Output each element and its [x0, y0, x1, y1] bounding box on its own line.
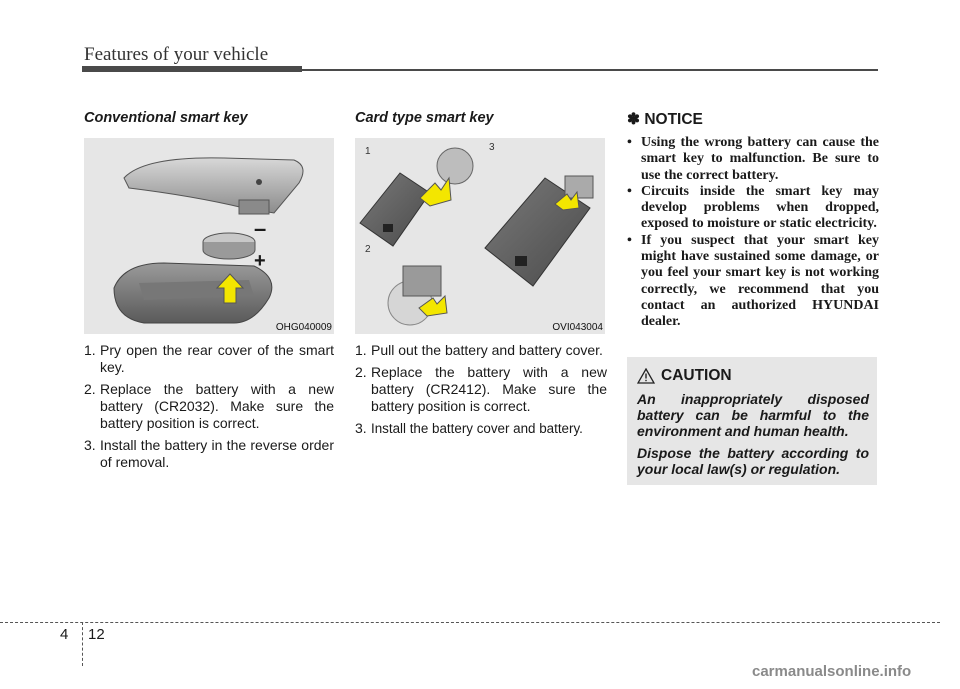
notice-title: ✽ NOTICE [627, 111, 703, 128]
warning-triangle-icon [637, 368, 655, 384]
callout-2: 2 [365, 244, 371, 255]
footer-divider [82, 622, 83, 666]
callout-1: 1 [365, 146, 371, 157]
caution-box [627, 357, 877, 485]
notice-section [627, 110, 879, 331]
conventional-steps [84, 342, 334, 471]
conventional-key-figure [84, 138, 334, 334]
conventional-smart-key-section [84, 110, 334, 476]
minus-sign: – [254, 216, 267, 241]
list-item: • If you suspect that your smart key might have sustained some damage, or you feel your smart key is not working correctly, we recommend that you contact an authorized HYUNDAI dealer. [627, 232, 879, 330]
plus-sign: + [254, 250, 266, 272]
list-item: • Using the wrong battery can cause the smart key to malfunction. Be sure to use the correct battery. [627, 135, 879, 183]
header-rule-thin [302, 69, 878, 71]
card-key-figure [355, 138, 605, 334]
list-item: • Circuits inside the smart key may develop problems when dropped, exposed to moisture or static electricity. [627, 183, 879, 232]
card-key-illustration [355, 138, 605, 334]
callout-3: 3 [489, 142, 495, 153]
figure-code: OVI043004 [552, 322, 603, 333]
card-steps [355, 342, 607, 437]
notice-list [627, 135, 879, 331]
list-item: 2. Replace the battery with a new battery (CR2412). Make sure the battery position is correct. [355, 364, 607, 414]
caution-title: CAUTION [661, 367, 732, 384]
list-item: 1. Pry open the rear cover of the smart key. [84, 342, 334, 375]
caution-text: Dispose the battery according to your local law(s) or regulation. [637, 445, 869, 477]
page-header-title: Features of your vehicle [84, 44, 269, 65]
caution-header [637, 367, 869, 385]
watermark: carmanualsonline.info [752, 663, 912, 680]
section-title: Card type smart key [355, 110, 494, 126]
notice-symbol-icon: ✽ [627, 111, 640, 128]
section-title: Conventional smart key [84, 110, 248, 126]
smart-key-illustration [84, 138, 334, 334]
figure-code: OHG040009 [275, 322, 332, 333]
page-number: 12 [88, 626, 105, 643]
header-rule [82, 66, 302, 72]
card-smart-key-section [355, 110, 607, 442]
list-item: 3. Install the battery cover and battery. [355, 420, 583, 436]
caution-text: An inappropriately disposed battery can be harmful to the environment and human health. [637, 391, 869, 439]
chapter-number: 4 [60, 626, 69, 643]
list-item: 1. Pull out the battery and battery cover. [355, 342, 603, 358]
list-item: 3. Install the battery in the reverse order of removal. [84, 437, 334, 470]
list-item: 2. Replace the battery with a new battery (CR2032). Make sure the battery position is correct. [84, 381, 334, 431]
footer-rule [0, 622, 940, 623]
